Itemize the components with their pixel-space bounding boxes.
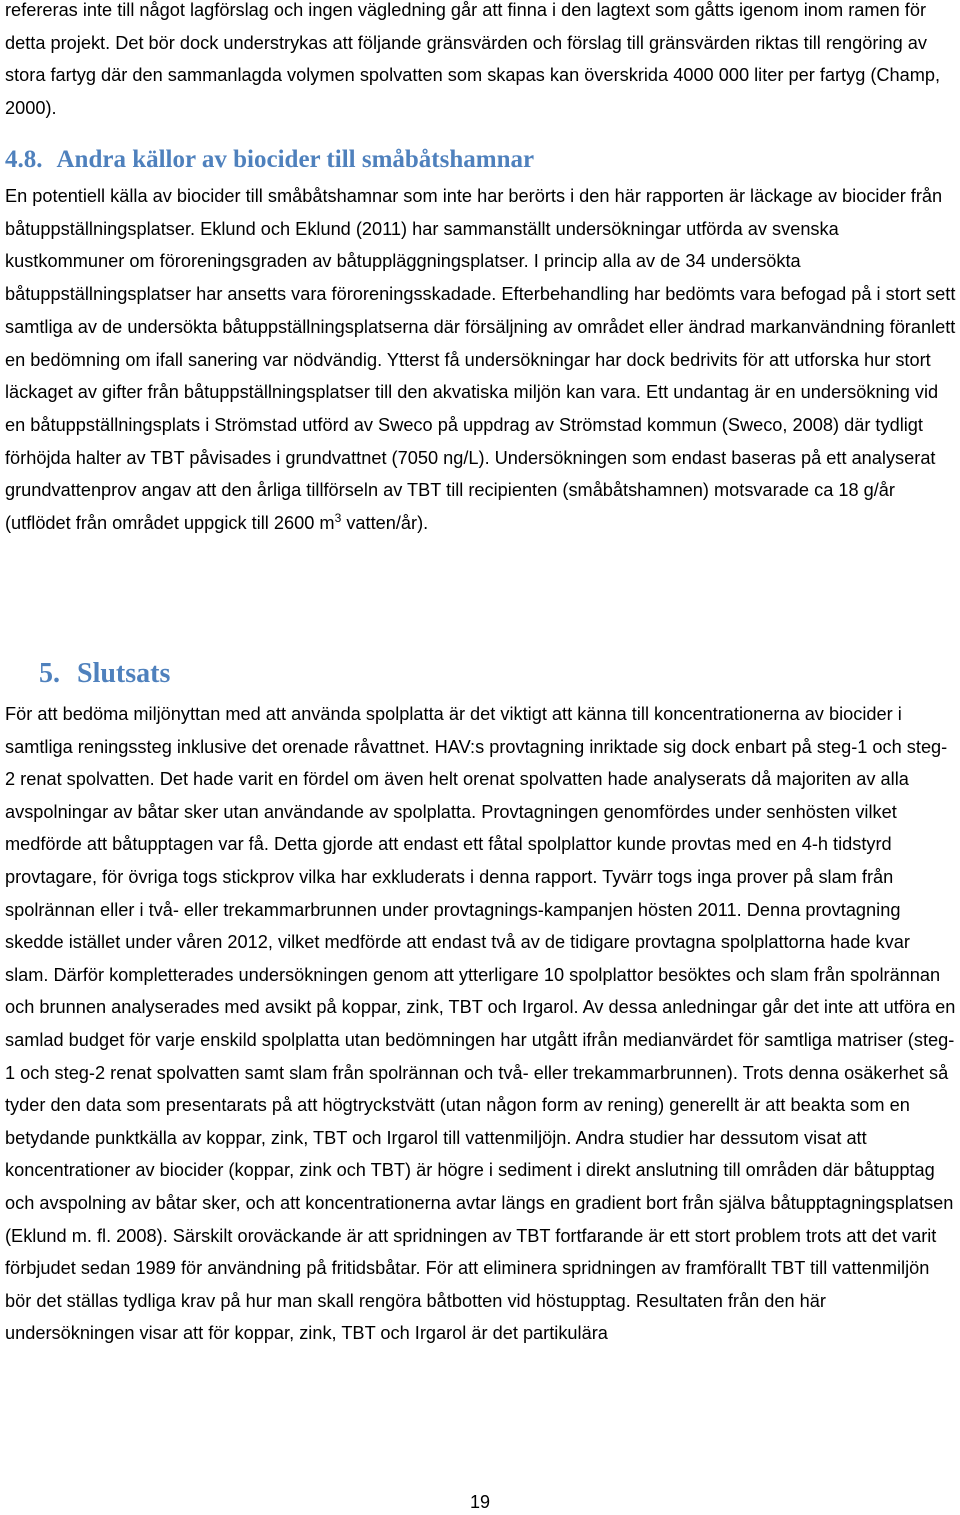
section-4-8-heading [5,146,534,174]
section-4-8-title: Andra källor av biocider till småbåtshamnar [56,146,535,173]
section-5-title: Slutsats [77,658,171,689]
intro-paragraph: refereras inte till något lagförslag och ingen vägledning går att finna i den lagtext som gåtts igenom inom ramen för detta projekt. Det bör dock understrykas att följande gränsvärden och förslag till gränsvärden riktas till rengöring av stora fartyg där den sammanlagda volymen spolvatten som skapas kan överskrida 4000 000 liter per fartyg (Champ, 2000). [5,0,941,119]
section-4-8-body [5,180,957,540]
cubic-superscript: 3 [334,510,342,525]
section-5-body: För att bedöma miljönyttan med att använda spolplatta är det viktigt att känna till koncentrationerna av biocider i samtliga reningssteg inklusive det orenade råvattnet. HAV:s provtagning inriktade sig dock enbart på steg-1 och steg-2 renat spolvatten. Det hade varit en fördel om även helt orenat spolvatten hade analyserats då majoriten av alla avspolningar av båtar sker utan användande av spolplatta. Provtagningen genomfördes under senhösten vilket medförde att båtupptagen var få. Detta gjorde att endast ett fåtal spolplattor kunde provtas med en 4-h tidstyrd provtagare, för övriga togs stickprov vilka har exkluderats i denna rapport. Tyvärr togs inga prover på slam från spolrännan eller i två- eller trekammarbrunnen under provtagnings-kampanjen hösten 2011. Denna provtagning skedde istället under våren 2012, vilket medförde att endast två av de tidigare provtagna spolplattorna hade kvar slam. Därför kompletterades undersökningen genom att ytterligare 10 spolplattor besöktes och slam från spolrännan och brunnen analyserades med avsikt på koppar, zink, TBT och Irgarol. Av dessa anledningar går det inte att utföra en samlad budget för varje enskild spolplatta utan bedömningen har utgått ifrån medianvärdet för samtliga matriser (steg-1 och steg-2 renat spolvatten samt slam från spolrännan och två- eller trekammarbrunnen). Trots denna osäkerhet så tyder den data som presentarats på att högtryckstvätt (utan någon form av rening) generellt är att beakta som en betydande punktkälla av koppar, zink, TBT och Irgarol till vattenmiljöjn. Andra studier har dessutom visat att koncentrationer av biocider (koppar, zink och TBT) är högre i sediment i direkt anslutning till områden där båtupptag och avspolning av båtar sker, och att koncentrationerna avtar längs en gradient bort från själva båtupptagningsplatsen (Eklund m. fl. 2008). Särskilt oroväckande är att spridningen av TBT fortfarande är ett stort problem trots att det varit förbjudet sedan 1989 för användning på fritidsbåtar. För att eliminera spridningen av framförallt TBT till vattenmiljön bör det ställas tydliga krav på hur man skall rengöra båtbotten vid höstupptag. Resultaten från den här undersökningen visar att för koppar, zink, TBT och Irgarol är det partikulära [5,704,956,1344]
section-5-number: 5. [39,658,60,689]
section-4-8-number: 4.8. [5,146,43,173]
section-4-8-body-end: vatten/år). [341,513,429,534]
page-number: 19 [469,1492,491,1512]
section-5-heading [5,658,170,690]
section-4-8-body-text: En potentiell källa av biocider till småbåtshamnar som inte har berörts i den här rapporten är läckage av biocider från båtuppställningsplatser. Eklund och Eklund (2011) har sammanställt undersökningar utförda av svenska kustkommuner om föroreningsgraden av båtuppläggningsplatser. I princip alla av de 34 undersökta båtuppställningsplatser har ansetts vara föroreningsskadade. Efterbehandling har bedömts vara befogad på i stort sett samtliga av de undersökta båtuppställningsplatserna där försäljning av området eller ändrad markanvändning föranlett en bedömning om ifall sanering var nödvändig. Ytterst få undersökningar har dock bedrivits för att utforska hur stort läckaget av gifter från båtuppställningsplatser till den akvatiska miljön kan vara. Ett undantag är en undersökning vid en båtuppställningsplats i Strömstad utförd av Sweco på uppdrag av Strömstad kommun (Sweco, 2008) där tydligt förhöjda halter av TBT påvisades i grundvattnet (7050 ng/L). Undersökningen som endast baseras på ett analyserat grundvattenprov angav att den årliga tillförseln av TBT till recipienten (småbåtshamnen) motsvarade ca 18 g/år (utflödet från området uppgick till 2600 m [5,186,956,534]
